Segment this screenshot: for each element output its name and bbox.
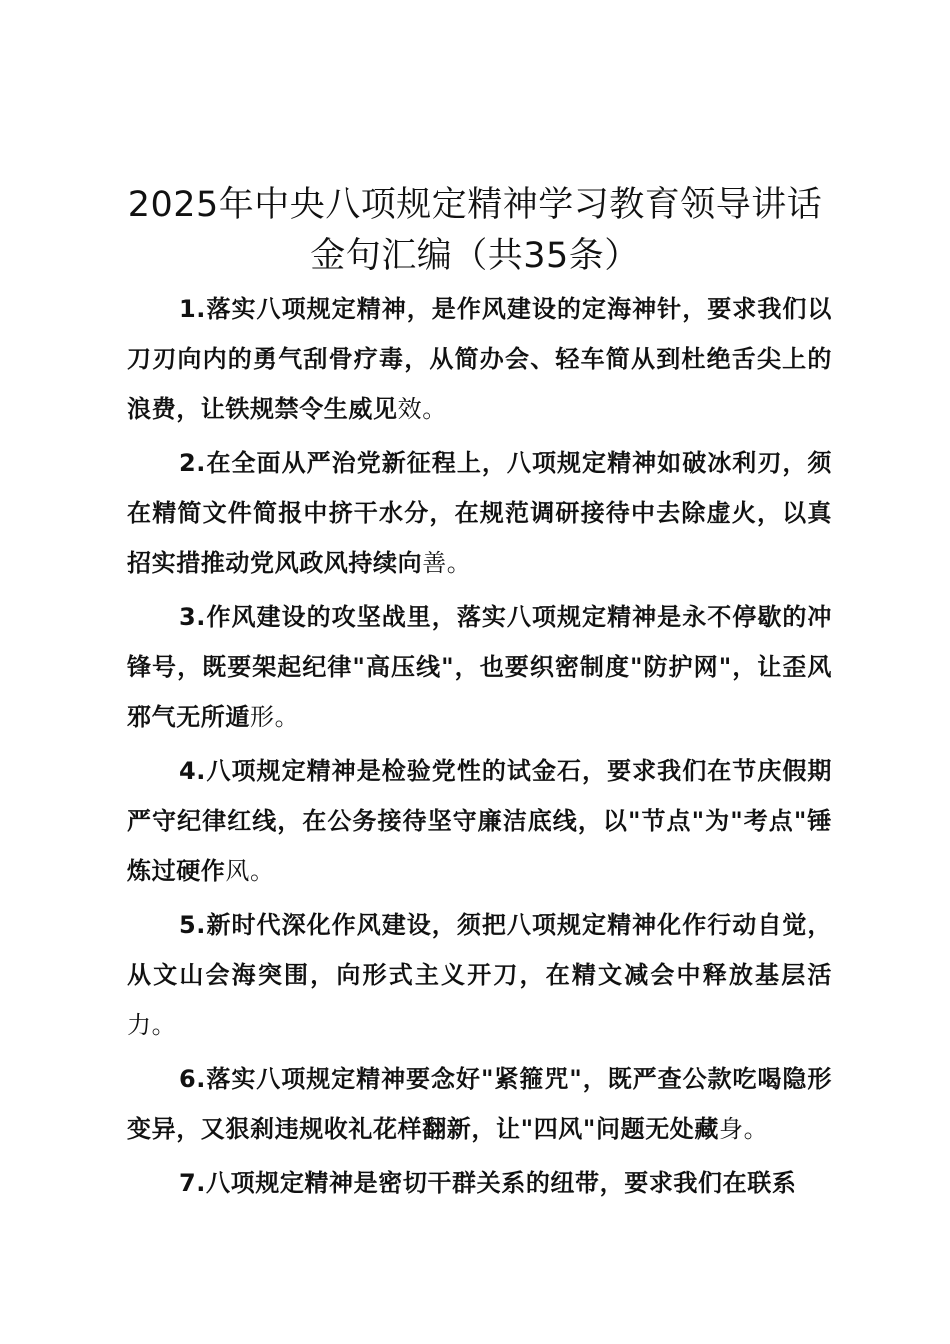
paragraph-1-text: 1.落实八项规定精神，是作风建设的定海神针，要求我们以刀刃向内的勇气刮骨疗毒，从简办会、轻车简从到杜绝舌尖上的浪费，让铁规禁令生威见 (127, 295, 832, 423)
paragraph-3-tail: 形。 (250, 703, 300, 731)
paragraph-3 (127, 592, 832, 742)
paragraph-5-text: 5.新时代深化作风建设，须把八项规定精神化作行动自觉，从文山会海突围，向形式主义开刀，在精文减会中释放基层活 (127, 911, 832, 989)
paragraph-7 (127, 1158, 832, 1208)
paragraph-4 (127, 746, 832, 896)
paragraph-6-text: 6.落实八项规定精神要念好"紧箍咒"，既严查公款吃喝隐形变异，又狠刹违规收礼花样翻新，让"四风"问题无处藏 (127, 1065, 832, 1143)
paragraph-5 (127, 900, 832, 1050)
paragraph-2 (127, 438, 832, 588)
document-title-line-2: 金句汇编（共35条） (310, 236, 640, 276)
paragraph-4-tail: 风。 (225, 857, 275, 885)
paragraph-2-tail: 善。 (422, 549, 472, 577)
paragraph-1-tail: 效。 (397, 395, 447, 423)
paragraph-6-tail: 身。 (719, 1115, 769, 1143)
document-title-line-1: 2025年中央八项规定精神学习教育领导讲话 (127, 185, 823, 225)
paragraph-2-text: 2.在全面从严治党新征程上，八项规定精神如破冰利刃，须在精简文件简报中挤干水分，在规范调研接待中去除虚火，以真招实措推动党风政风持续向 (127, 449, 832, 577)
paragraph-1 (127, 284, 832, 434)
paragraph-5-tail: 力。 (127, 1011, 177, 1039)
paragraph-6 (127, 1054, 832, 1154)
paragraph-4-text: 4.八项规定精神是检验党性的试金石，要求我们在节庆假期严守纪律红线，在公务接待坚守廉洁底线，以"节点"为"考点"锤炼过硬作 (127, 757, 832, 885)
paragraph-3-text: 3.作风建设的攻坚战里，落实八项规定精神是永不停歇的冲锋号，既要架起纪律"高压线"，也要织密制度"防护网"，让歪风邪气无所遁 (127, 603, 832, 731)
paragraph-7-text: 7.八项规定精神是密切干群关系的纽带，要求我们在联系 (179, 1169, 797, 1197)
document-body (127, 284, 832, 1212)
